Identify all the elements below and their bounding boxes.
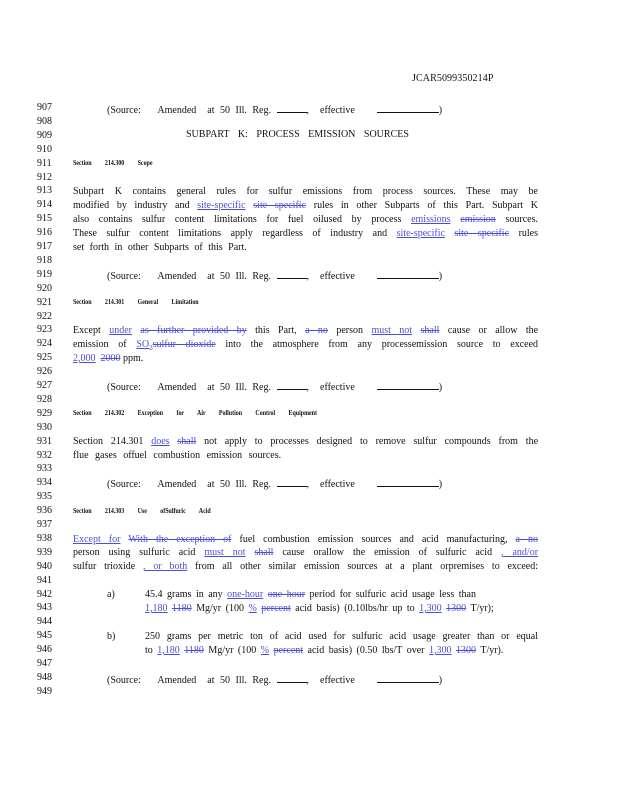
- sulfuric-line-3: sulfur trioxide , or both from all other similar emission sources at a plant orpremises to exceed:: [73, 561, 539, 572]
- line-number: 924: [37, 338, 52, 350]
- line-number: 927: [37, 380, 52, 391]
- line-number: 942: [37, 588, 52, 600]
- line-number: 910: [37, 143, 52, 155]
- line-number: 915: [37, 213, 52, 225]
- exception-line-1: Section 214.301 does shall not apply to processes designed to remove sulfur compounds from the: [73, 436, 539, 447]
- line-number: 907: [37, 102, 52, 113]
- section-heading-214-303: Section 214.303 Use ofSulfuric Acid: [73, 507, 211, 515]
- line-number: 914: [37, 199, 52, 211]
- item-b-label: b): [107, 631, 116, 642]
- limitation-line-1: Except under as further provided by this Part, a no person must not shall cause or allow the: [73, 325, 539, 336]
- doc-header: JCAR5099350214P: [412, 73, 494, 84]
- line-number: 909: [37, 129, 52, 141]
- line-number: 919: [37, 268, 52, 280]
- line-number: 932: [37, 449, 52, 461]
- scope-line-5: set forth in other Subparts of this Part.: [73, 242, 247, 253]
- line-number: 937: [37, 519, 52, 530]
- scope-line-2: modified by industry and site-specific site specific rules in other Subparts of this Part. Subpart K: [73, 200, 539, 211]
- line-number: 917: [37, 241, 52, 252]
- line-number: 930: [37, 421, 52, 433]
- section-heading-214-300: Section 214.300 Scope: [73, 159, 153, 167]
- sulfuric-line-1: Except for With the exception of fuel combustion emission sources and acid manufacturing, a no: [73, 534, 538, 545]
- line-number: 921: [37, 296, 52, 308]
- item-a-line-2: 1,180 1180 Mg/yr (100 % percent acid basis) (0.10lbs/hr up to 1,300 1300 T/yr);: [145, 603, 494, 614]
- source-note-907: (Source: Amended at 50 Ill. Reg. , effective ): [107, 105, 443, 116]
- line-number: 926: [37, 366, 52, 378]
- line-number: 946: [37, 644, 52, 656]
- limitation-line-2: emission of $SO_2sulfur$ dioxide into the atmosphere from any processemission source to exceed: [73, 339, 539, 352]
- line-number: 922: [37, 310, 52, 322]
- line-number: 949: [37, 685, 52, 697]
- line-number: 913: [37, 185, 52, 197]
- exception-line-2: flue gases offuel combustion emission sources.: [73, 450, 282, 461]
- line-number: 936: [37, 505, 52, 517]
- line-number: 938: [37, 532, 52, 544]
- item-a-line-1: 45.4 grams in any one-hour one hour period for sulfuric acid usage less than: [145, 589, 476, 600]
- line-number: 939: [37, 546, 52, 558]
- line-number: 916: [37, 227, 52, 239]
- line-number: 928: [37, 393, 52, 405]
- line-number: 912: [37, 171, 52, 183]
- line-number: 944: [37, 616, 52, 628]
- source-note-919: (Source: Amended at 50 Ill. Reg. , effective ): [107, 271, 443, 282]
- line-number: 940: [37, 560, 52, 572]
- sulfuric-line-2: person using sulfuric acid must not shall cause orallow the emission of sulfuric acid , and/or: [73, 547, 539, 558]
- line-number: 911: [37, 157, 52, 169]
- source-note-934: (Source: Amended at 50 Ill. Reg. , effective ): [107, 479, 443, 490]
- limitation-line-3: 2,000 2000 ppm.: [73, 353, 144, 364]
- line-number: 934: [37, 477, 52, 489]
- line-number: 923: [37, 324, 52, 336]
- section-heading-214-302: Section 214.302 Exception for Air Pollution Control Equipment: [73, 409, 317, 417]
- scope-line-4: These sulfur content limitations apply regardless of industry and site-specific site specific rules: [73, 228, 539, 239]
- source-note-927: (Source: Amended at 50 Ill. Reg. , effective ): [107, 382, 443, 393]
- line-number: 925: [37, 352, 52, 364]
- item-b-line-1: 250 grams per metric ton of acid used for sulfuric acid usage greater than or equal: [145, 631, 538, 642]
- item-b-line-2: to 1,180 1180 Mg/yr (100 % percent acid basis) (0.50 lbs/T over 1,300 1300 T/yr).: [145, 645, 504, 656]
- section-heading-214-301: Section 214.301 General Limitation: [73, 298, 199, 306]
- item-a-label: a): [107, 589, 115, 600]
- line-number: 945: [37, 630, 52, 642]
- line-number: 908: [37, 115, 52, 127]
- scope-line-3: also contains sulfur content limitations for fuel oilused by process emissions emission sources.: [73, 214, 539, 225]
- line-number: 935: [37, 491, 52, 503]
- line-number: 943: [37, 602, 52, 614]
- scope-line-1: Subpart K contains general rules for sulfur emissions from process sources. These may be: [73, 186, 538, 197]
- line-number: 920: [37, 282, 52, 294]
- line-number: 948: [37, 671, 52, 683]
- line-number: 933: [37, 463, 52, 475]
- source-note-948: (Source: Amended at 50 Ill. Reg. , effective ): [107, 675, 443, 686]
- line-number: 929: [37, 407, 52, 419]
- line-number: 931: [37, 435, 52, 447]
- line-number: 918: [37, 254, 52, 266]
- subpart-title: SUBPART K: PROCESS EMISSION SOURCES: [186, 129, 409, 140]
- line-number: 947: [37, 658, 52, 669]
- line-number: 941: [37, 574, 52, 586]
